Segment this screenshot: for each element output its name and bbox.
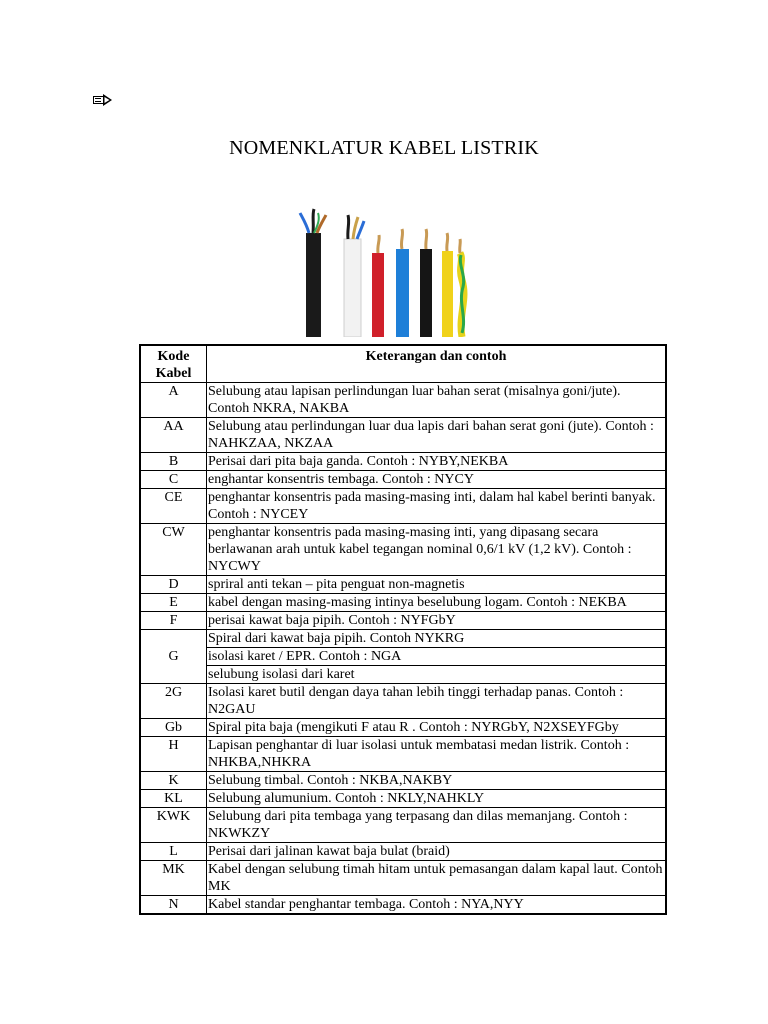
cell-code: G — [140, 630, 207, 684]
cell-description: Kabel standar penghantar tembaga. Contoh : NYA,NYY — [207, 896, 667, 915]
cell-description: Selubung dari pita tembaga yang terpasang dan dilas memanjang. Contoh : NKWKZY — [207, 808, 667, 843]
cell-description: Kabel dengan selubung timah hitam untuk pemasangan dalam kapal laut. Contoh MK — [207, 861, 667, 896]
cell-description: perisai kawat baja pipih. Contoh : NYFGbY — [207, 612, 667, 630]
table-row — [140, 772, 666, 790]
cell-description: selubung isolasi dari karet — [207, 666, 667, 684]
table-row — [140, 843, 666, 861]
table-row — [140, 630, 666, 648]
cell-description: kabel dengan masing-masing intinya beselubung logam. Contoh : NEKBA — [207, 594, 667, 612]
cell-code: AA — [140, 418, 207, 453]
table-row — [140, 383, 666, 418]
table-row — [140, 453, 666, 471]
table-row — [140, 719, 666, 737]
table-row — [140, 471, 666, 489]
cell-code: F — [140, 612, 207, 630]
table-row — [140, 861, 666, 896]
header-description: Keterangan dan contoh — [207, 345, 667, 383]
table-row — [140, 790, 666, 808]
cell-description: Perisai dari pita baja ganda. Contoh : NYBY,NEKBA — [207, 453, 667, 471]
table-row — [140, 489, 666, 524]
cables-photo — [292, 205, 476, 337]
cell-description: enghantar konsentris tembaga. Contoh : NYCY — [207, 471, 667, 489]
cell-description: penghantar konsentris pada masing-masing inti, yang dipasang secara berlawanan arah untuk kabel tegangan nominal 0,6/1 kV (1,2 kV). Contoh : NYCWY — [207, 524, 667, 576]
table-row — [140, 666, 666, 684]
cell-code: CE — [140, 489, 207, 524]
cell-code: L — [140, 843, 207, 861]
table-row — [140, 684, 666, 719]
nomenclature-table — [139, 344, 667, 915]
cell-description: isolasi karet / EPR. Contoh : NGA — [207, 648, 667, 666]
cell-code: Gb — [140, 719, 207, 737]
cell-code: CW — [140, 524, 207, 576]
cell-code: D — [140, 576, 207, 594]
cell-code: N — [140, 896, 207, 915]
cell-description: Lapisan penghantar di luar isolasi untuk membatasi medan listrik. Contoh : NHKBA,NHKRA — [207, 737, 667, 772]
table-row — [140, 594, 666, 612]
table-row — [140, 737, 666, 772]
table-row — [140, 896, 666, 915]
table-row — [140, 524, 666, 576]
table-header-row — [140, 345, 666, 383]
cell-description: Isolasi karet butil dengan daya tahan lebih tinggi terhadap panas. Contoh : N2GAU — [207, 684, 667, 719]
cell-description: Selubung timbal. Contoh : NKBA,NAKBY — [207, 772, 667, 790]
cell-description: penghantar konsentris pada masing-masing inti, dalam hal kabel berinti banyak. Contoh : NYCEY — [207, 489, 667, 524]
page-title: NOMENKLATUR KABEL LISTRIK — [229, 137, 539, 159]
table-row — [140, 612, 666, 630]
cell-code: C — [140, 471, 207, 489]
table-row — [140, 808, 666, 843]
cell-code: A — [140, 383, 207, 418]
table-row — [140, 648, 666, 666]
cell-code: MK — [140, 861, 207, 896]
cell-code: H — [140, 737, 207, 772]
cell-description: Selubung atau lapisan perlindungan luar bahan serat (misalnya goni/jute). Contoh NKRA, NAKBA — [207, 383, 667, 418]
header-code: Kode Kabel — [140, 345, 207, 383]
cell-code: B — [140, 453, 207, 471]
cell-description: Spiral pita baja (mengikuti F atau R . Contoh : NYRGbY, N2XSEYFGby — [207, 719, 667, 737]
cell-description: Selubung alumunium. Contoh : NKLY,NAHKLY — [207, 790, 667, 808]
cell-code: E — [140, 594, 207, 612]
cell-code: KL — [140, 790, 207, 808]
pointer-arrow-icon — [93, 93, 113, 107]
cell-description: Perisai dari jalinan kawat baja bulat (braid) — [207, 843, 667, 861]
cell-code: KWK — [140, 808, 207, 843]
cell-code: K — [140, 772, 207, 790]
cell-code: 2G — [140, 684, 207, 719]
cell-description: Selubung atau perlindungan luar dua lapis dari bahan serat goni (jute). Contoh : NAHKZAA, NKZAA — [207, 418, 667, 453]
table-row — [140, 418, 666, 453]
cell-description: spriral anti tekan – pita penguat non-magnetis — [207, 576, 667, 594]
table-row — [140, 576, 666, 594]
cell-description: Spiral dari kawat baja pipih. Contoh NYKRG — [207, 630, 667, 648]
